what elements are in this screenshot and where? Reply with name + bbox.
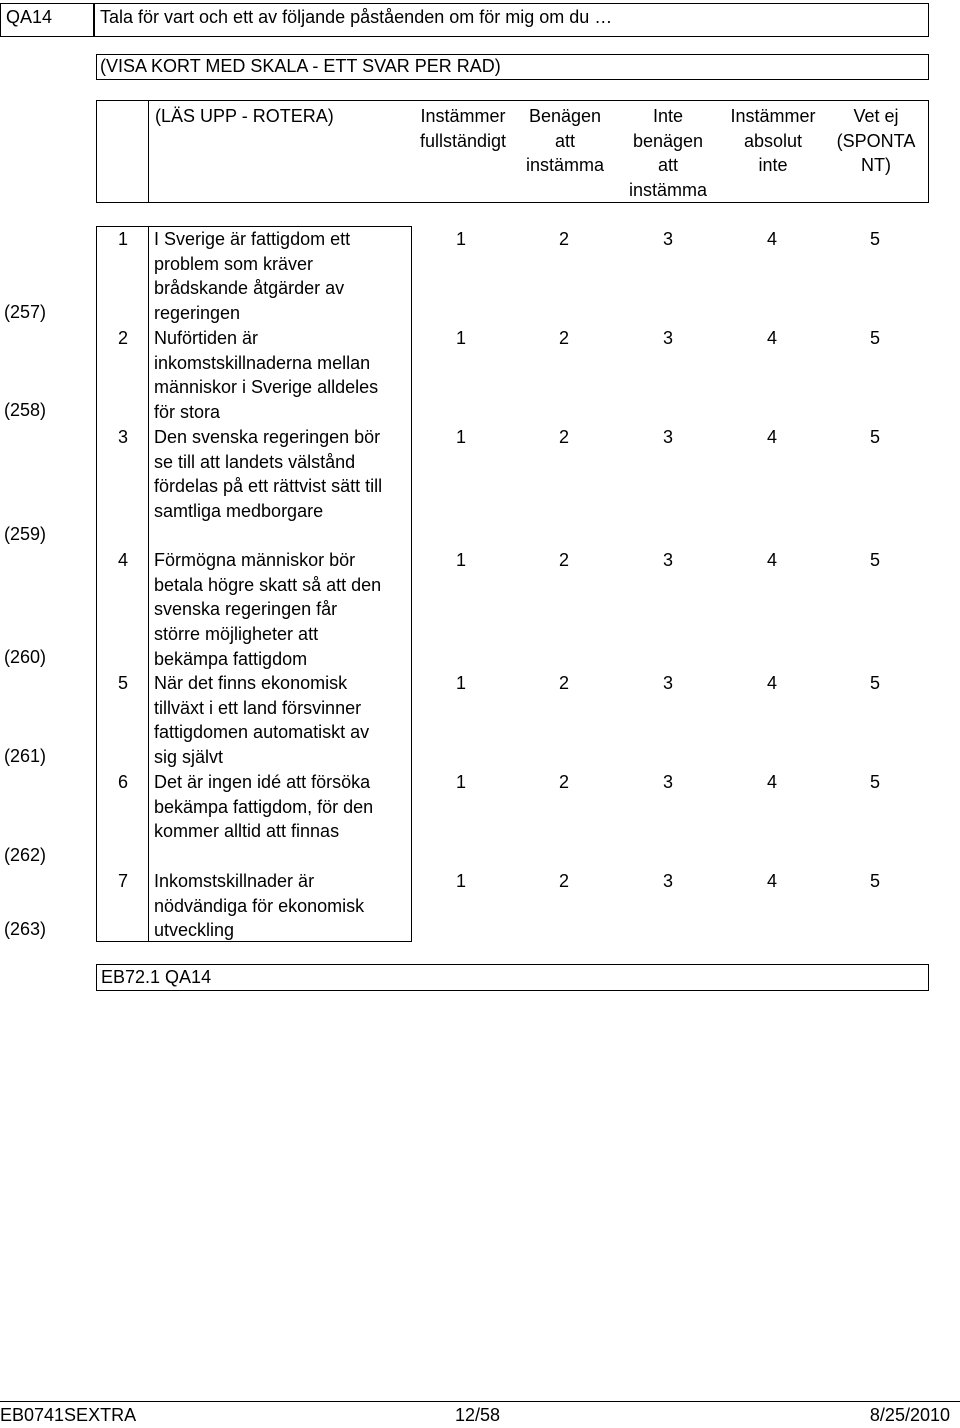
question-title: Tala för vart och ett av följande påståenden om för mig om du … — [100, 7, 613, 27]
statement-number: 3 — [118, 427, 129, 447]
source-label: EB72.1 QA14 — [101, 967, 212, 987]
card-instruction: (VISA KORT MED SKALA - ETT SVAR PER RAD) — [100, 56, 501, 76]
answer-code-agree-fully[interactable]: 1 — [456, 871, 467, 891]
scale-header-dont-know: Vet ej (SPONTA NT) — [836, 106, 916, 176]
answer-code-tend-disagree[interactable]: 3 — [663, 229, 674, 249]
row-code: (263) — [4, 919, 47, 939]
answer-code-tend-agree[interactable]: 2 — [559, 550, 570, 570]
source-label-cell — [96, 964, 929, 991]
row-code: (262) — [4, 845, 47, 865]
answer-code-agree-fully[interactable]: 1 — [456, 550, 467, 570]
row-code: (257) — [4, 302, 47, 322]
answer-code-dont-know[interactable]: 5 — [870, 427, 881, 447]
statement-number: 1 — [118, 229, 129, 249]
answer-code-disagree-strongly[interactable]: 4 — [767, 328, 778, 348]
answer-code-dont-know[interactable]: 5 — [870, 550, 881, 570]
answer-code-disagree-strongly[interactable]: 4 — [767, 772, 778, 792]
statement-number: 6 — [118, 772, 129, 792]
scale-header-agree-fully: Instämmer fullständigt — [419, 106, 507, 151]
scale-header-tend-agree: Benägen att instämma — [525, 106, 605, 176]
row-code: (261) — [4, 746, 47, 766]
statement-number: 4 — [118, 550, 129, 570]
footer-date: 8/25/2010 — [869, 1405, 950, 1425]
answer-code-disagree-strongly[interactable]: 4 — [767, 673, 778, 693]
answer-code-agree-fully[interactable]: 1 — [456, 328, 467, 348]
row-code: (258) — [4, 400, 47, 420]
answer-code-dont-know[interactable]: 5 — [870, 328, 881, 348]
answer-code-tend-agree[interactable]: 2 — [559, 673, 570, 693]
statement-text: Förmögna människor bör betala högre skatt så att den svenska regeringen får större möjligheter att bekämpa fattigdom — [154, 550, 382, 669]
answer-code-tend-agree[interactable]: 2 — [559, 871, 570, 891]
answer-code-tend-disagree[interactable]: 3 — [663, 550, 674, 570]
footer-page-number: 12/58 — [455, 1405, 501, 1425]
header-divider — [148, 100, 149, 203]
statement-number: 7 — [118, 871, 129, 891]
row-code: (259) — [4, 524, 47, 544]
read-instruction: (LÄS UPP - ROTERA) — [155, 106, 334, 126]
statement-number: 2 — [118, 328, 129, 348]
answer-code-tend-agree[interactable]: 2 — [559, 229, 570, 249]
footer-rule — [0, 1401, 960, 1402]
answer-code-tend-agree[interactable]: 2 — [559, 427, 570, 447]
row-code: (260) — [4, 647, 47, 667]
statements-divider — [148, 226, 149, 942]
statement-number: 5 — [118, 673, 129, 693]
scale-header-tend-disagree: Inte benägen att instämma — [628, 106, 708, 201]
answer-code-disagree-strongly[interactable]: 4 — [767, 871, 778, 891]
answer-code-tend-agree[interactable]: 2 — [559, 772, 570, 792]
answer-code-tend-disagree[interactable]: 3 — [663, 673, 674, 693]
answer-code-tend-disagree[interactable]: 3 — [663, 772, 674, 792]
answer-code-tend-agree[interactable]: 2 — [559, 328, 570, 348]
statement-text: Det är ingen idé att försöka bekämpa fattigdom, för den kommer alltid att finnas — [154, 772, 374, 842]
statement-text: När det finns ekonomisk tillväxt i ett land försvinner fattigdomen automatiskt av sig självt — [154, 673, 370, 768]
statement-text: Nuförtiden är inkomstskillnaderna mellan människor i Sverige alldeles för stora — [154, 328, 379, 423]
statement-text: Den svenska regeringen bör se till att landets välstånd fördelas på ett rättvist sätt till samtliga medborgare — [154, 427, 383, 522]
answer-code-tend-disagree[interactable]: 3 — [663, 427, 674, 447]
scale-header-disagree-strongly: Instämmer absolut inte — [730, 106, 816, 176]
answer-code-tend-disagree[interactable]: 3 — [663, 871, 674, 891]
statement-text: Inkomstskillnader är nödvändiga för ekonomisk utveckling — [154, 871, 365, 941]
answer-code-tend-disagree[interactable]: 3 — [663, 328, 674, 348]
answer-code-dont-know[interactable]: 5 — [870, 772, 881, 792]
question-id: QA14 — [6, 7, 53, 27]
answer-code-agree-fully[interactable]: 1 — [456, 229, 467, 249]
answer-code-dont-know[interactable]: 5 — [870, 871, 881, 891]
statement-text: I Sverige är fattigdom ett problem som kräver brådskande åtgärder av regeringen — [154, 229, 351, 324]
answer-code-agree-fully[interactable]: 1 — [456, 772, 467, 792]
answer-code-disagree-strongly[interactable]: 4 — [767, 427, 778, 447]
answer-code-agree-fully[interactable]: 1 — [456, 427, 467, 447]
answer-code-dont-know[interactable]: 5 — [870, 673, 881, 693]
answer-code-agree-fully[interactable]: 1 — [456, 673, 467, 693]
answer-code-disagree-strongly[interactable]: 4 — [767, 229, 778, 249]
answer-code-disagree-strongly[interactable]: 4 — [767, 550, 778, 570]
answer-code-dont-know[interactable]: 5 — [870, 229, 881, 249]
footer-doc-id: EB0741SEXTRA — [0, 1405, 137, 1425]
